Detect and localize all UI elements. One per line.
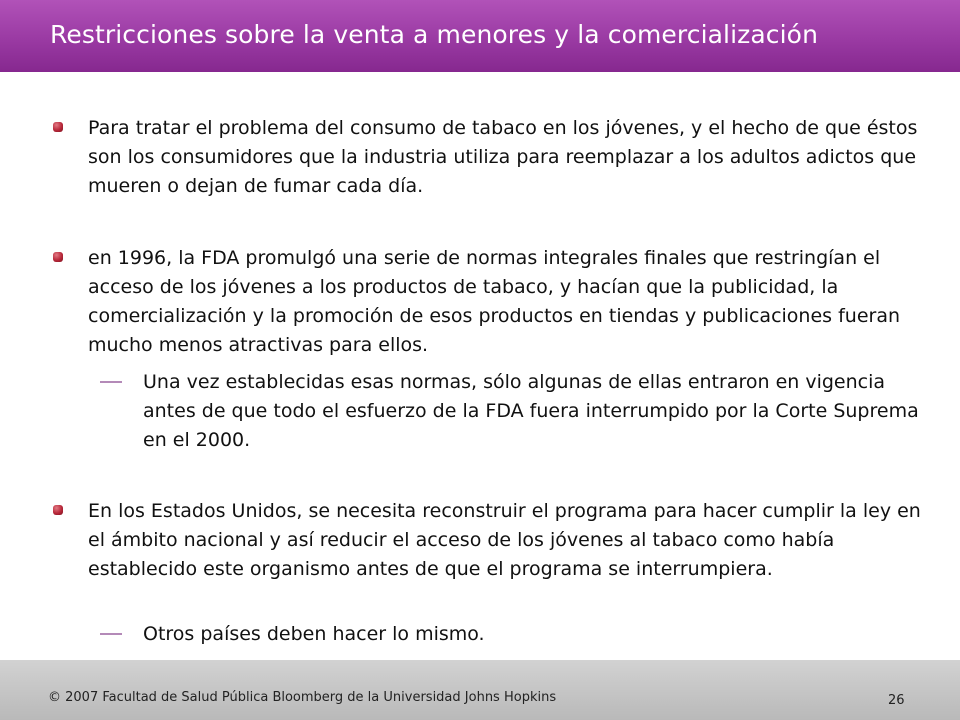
copyright-icon: © bbox=[48, 690, 61, 705]
bullet-icon bbox=[53, 505, 63, 515]
footer-bar bbox=[0, 660, 960, 720]
sub-bullet-text: Una vez establecidas esas normas, sólo algunas de ellas entraron en vigencia antes de que todo el esfuerzo de la FDA fuera interrumpido por la Corte Suprema en el 2000. bbox=[143, 371, 919, 451]
footer-copyright bbox=[48, 690, 556, 705]
bullet-icon bbox=[53, 122, 63, 132]
footer-copyright-text: 2007 Facultad de Salud Pública Bloomberg de la Universidad Johns Hopkins bbox=[61, 690, 557, 705]
slide-title: Restricciones sobre la venta a menores y la comercialización bbox=[50, 20, 819, 49]
bullet-text: en 1996, la FDA promulgó una serie de normas integrales finales que restringían el acceso de los jóvenes a los productos de tabaco, y hacían que la publicidad, la comercialización y la promoción de esos productos en tiendas y publicaciones fueran mucho menos atractivas para ellos. bbox=[88, 247, 901, 356]
bullet-icon bbox=[53, 252, 63, 262]
dash-icon bbox=[100, 633, 122, 635]
dash-icon bbox=[100, 381, 122, 383]
page-number: 26 bbox=[888, 693, 905, 708]
bullet-text: Para tratar el problema del consumo de tabaco en los jóvenes, y el hecho de que éstos son los consumidores que la industria utiliza para reemplazar a los adultos adictos que mueren o dejan de fumar cada día. bbox=[88, 117, 918, 197]
bullet-text: En los Estados Unidos, se necesita reconstruir el programa para hacer cumplir la ley en el ámbito nacional y así reducir el acceso de los jóvenes al tabaco como había establecido este organismo antes de que el programa se interrumpiera. bbox=[88, 500, 921, 580]
sub-bullet-text: Otros países deben hacer lo mismo. bbox=[143, 623, 485, 645]
